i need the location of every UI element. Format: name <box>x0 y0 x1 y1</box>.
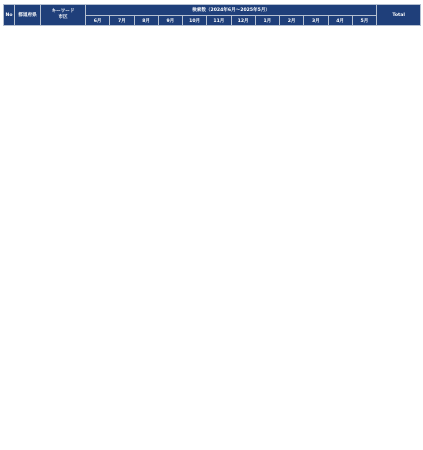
page <box>0 0 423 26</box>
header-no: No <box>4 5 15 26</box>
header-month: 7月 <box>110 16 134 26</box>
header-month: 8月 <box>134 16 158 26</box>
header-month: 6月 <box>86 16 110 26</box>
header-keyword: キーワード 市区 <box>41 5 86 26</box>
header-prefecture: 都道府県 <box>15 5 41 26</box>
header-month: 2月 <box>280 16 304 26</box>
header-month: 4月 <box>328 16 352 26</box>
header-total: Total <box>377 5 421 26</box>
header-month: 11月 <box>207 16 231 26</box>
header-month: 10月 <box>183 16 207 26</box>
header-month: 9月 <box>158 16 182 26</box>
table-header <box>4 5 421 26</box>
header-search-volume: 検索数（2024年6月〜2025年5月） <box>86 5 377 16</box>
header-month: 12月 <box>231 16 255 26</box>
search-volume-table <box>3 4 421 26</box>
header-month: 3月 <box>304 16 328 26</box>
header-month: 5月 <box>352 16 376 26</box>
header-month: 1月 <box>255 16 279 26</box>
